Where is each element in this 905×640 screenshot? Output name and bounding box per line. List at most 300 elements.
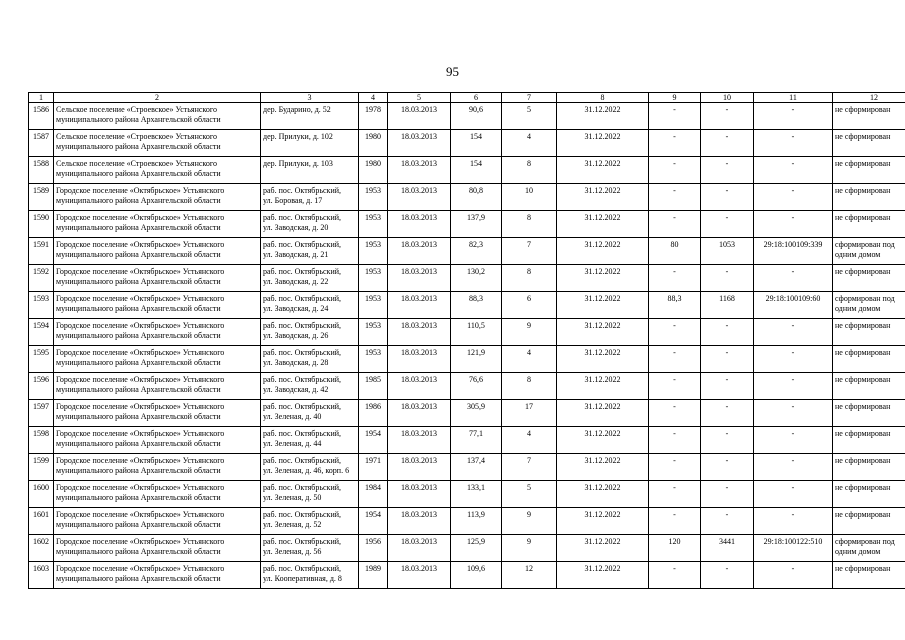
address-line-1: раб. пос. Октябрьский, <box>263 564 341 573</box>
table-body <box>29 103 905 589</box>
address-line-2: ул. Заводская, д. 21 <box>263 249 329 259</box>
land-status-line-1: не сформирован <box>835 510 891 519</box>
residents-count-line-1: 9 <box>527 510 531 519</box>
residents-count-line-1: 7 <box>527 240 531 249</box>
recognition-date <box>388 373 451 400</box>
residents-count-line-1: 12 <box>525 564 533 573</box>
land-status-line-1: не сформирован <box>835 267 891 276</box>
col-10-value-line-1: - <box>725 132 729 141</box>
col-9-value <box>649 319 701 346</box>
col-9-value <box>649 184 701 211</box>
col-9-value-line-1: - <box>673 267 676 276</box>
table-row <box>29 292 905 319</box>
address-line-1: раб. пос. Октябрьский, <box>263 348 341 357</box>
col-9-value-line-1: - <box>673 105 676 114</box>
resettlement-deadline-line-1: 31.12.2022 <box>584 456 621 465</box>
build-year-line-1: 1956 <box>365 537 381 546</box>
build-year-line-1: 1953 <box>365 213 381 222</box>
address-line-2: ул. Заводская, д. 28 <box>263 357 329 367</box>
area-line-1: 113,9 <box>467 510 485 519</box>
table-row <box>29 373 905 400</box>
land-status <box>833 319 905 346</box>
address-line-2: ул. Заводская, д. 26 <box>263 330 329 340</box>
build-year-line-1: 1953 <box>365 294 381 303</box>
settlement-name-line-1: Городское поселение «Октябрьское» Устьянского <box>56 510 225 519</box>
table-row <box>29 319 905 346</box>
recognition-date-line-1: 18.03.2013 <box>401 348 437 357</box>
row-number-line-1: 1590 <box>33 213 49 222</box>
resettlement-deadline <box>557 157 649 184</box>
row-number-line-1: 1595 <box>33 348 49 357</box>
settlement-name-line-1: Городское поселение «Октябрьское» Устьянского <box>56 537 225 546</box>
resettlement-deadline <box>557 454 649 481</box>
residents-count <box>502 508 557 535</box>
address-line-1: раб. пос. Октябрьский, <box>263 375 341 384</box>
resettlement-deadline <box>557 373 649 400</box>
resettlement-deadline-line-1: 31.12.2022 <box>584 537 621 546</box>
col-9-value-line-1: - <box>673 402 676 411</box>
address-line-1: раб. пос. Октябрьский, <box>263 294 341 303</box>
land-status-line-1: сформирован под <box>835 537 895 546</box>
resettlement-deadline-line-1: 31.12.2022 <box>584 348 621 357</box>
residents-count <box>502 184 557 211</box>
row-number <box>29 319 54 346</box>
resettlement-deadline-line-1: 31.12.2022 <box>584 483 621 492</box>
residents-count <box>502 373 557 400</box>
column-header-2: 2 <box>54 93 261 103</box>
land-status <box>833 535 905 562</box>
column-header-12: 12 <box>833 93 905 103</box>
area <box>451 508 502 535</box>
row-number <box>29 265 54 292</box>
resettlement-deadline-line-1: 31.12.2022 <box>584 321 621 330</box>
area <box>451 211 502 238</box>
land-status <box>833 427 905 454</box>
address <box>261 238 359 265</box>
col-9-value-line-1: 80 <box>670 240 679 249</box>
build-year <box>359 373 388 400</box>
build-year <box>359 184 388 211</box>
settlement-name <box>54 103 261 130</box>
recognition-date-line-1: 18.03.2013 <box>401 159 437 168</box>
settlement-name <box>54 535 261 562</box>
row-number-line-1: 1589 <box>33 186 49 195</box>
col-10-value-line-1: - <box>725 321 729 330</box>
col-10-value <box>701 265 754 292</box>
row-number-line-1: 1602 <box>33 537 49 546</box>
recognition-date <box>388 508 451 535</box>
column-header-4: 4 <box>359 93 388 103</box>
recognition-date-line-1: 18.03.2013 <box>401 375 437 384</box>
column-header-7: 7 <box>502 93 557 103</box>
settlement-name <box>54 346 261 373</box>
col-9-value <box>649 400 701 427</box>
cadastral-number-line-1: - <box>791 321 795 330</box>
settlement-name-line-2: муниципального района Архангельской области <box>56 465 221 475</box>
column-header-3: 3 <box>261 93 359 103</box>
table-row <box>29 400 905 427</box>
settlement-name-line-2: муниципального района Архангельской области <box>56 330 221 340</box>
land-status-line-1: сформирован под <box>835 240 895 249</box>
recognition-date-line-1: 18.03.2013 <box>401 321 437 330</box>
col-9-value <box>649 508 701 535</box>
recognition-date <box>388 157 451 184</box>
resettlement-deadline-line-1: 31.12.2022 <box>584 402 621 411</box>
address <box>261 481 359 508</box>
residents-count <box>502 481 557 508</box>
cadastral-number-line-1: 29:18:100109:60 <box>765 294 821 303</box>
land-status-line-2: одним домом <box>835 303 881 313</box>
col-10-value <box>701 454 754 481</box>
col-10-value-line-1: 1053 <box>719 240 735 249</box>
column-header-8: 8 <box>557 93 649 103</box>
housing-registry-table <box>28 92 905 589</box>
recognition-date-line-1: 18.03.2013 <box>401 564 437 573</box>
settlement-name <box>54 265 261 292</box>
address-line-1: раб. пос. Октябрьский, <box>263 510 341 519</box>
build-year <box>359 211 388 238</box>
settlement-name-line-2: муниципального района Архангельской области <box>56 519 221 529</box>
table-row <box>29 481 905 508</box>
build-year <box>359 508 388 535</box>
settlement-name <box>54 427 261 454</box>
col-9-value-line-1: - <box>673 564 676 573</box>
recognition-date-line-1: 18.03.2013 <box>401 402 437 411</box>
land-status-line-1: не сформирован <box>835 483 891 492</box>
col-9-value-line-1: - <box>673 375 676 384</box>
cadastral-number <box>754 265 833 292</box>
table-row <box>29 130 905 157</box>
area-line-1: 109,6 <box>467 564 485 573</box>
build-year <box>359 562 388 589</box>
residents-count-line-1: 5 <box>527 105 531 114</box>
col-9-value <box>649 454 701 481</box>
table-row <box>29 535 905 562</box>
col-10-value <box>701 373 754 400</box>
col-10-value-line-1: - <box>725 564 729 573</box>
resettlement-deadline-line-1: 31.12.2022 <box>584 186 621 195</box>
cadastral-number-line-1: - <box>791 105 795 114</box>
land-status-line-1: не сформирован <box>835 402 891 411</box>
build-year-line-1: 1989 <box>365 564 381 573</box>
col-9-value-line-1: - <box>673 456 676 465</box>
build-year <box>359 400 388 427</box>
area-line-1: 133,1 <box>467 483 485 492</box>
land-status-line-1: не сформирован <box>835 429 891 438</box>
recognition-date <box>388 481 451 508</box>
area <box>451 319 502 346</box>
residents-count-line-1: 17 <box>525 402 533 411</box>
area <box>451 265 502 292</box>
row-number <box>29 400 54 427</box>
land-status <box>833 184 905 211</box>
settlement-name <box>54 562 261 589</box>
settlement-name-line-1: Городское поселение «Октябрьское» Устьянского <box>56 186 225 195</box>
area-line-1: 76,6 <box>469 375 483 384</box>
area <box>451 481 502 508</box>
settlement-name-line-2: муниципального района Архангельской области <box>56 168 221 178</box>
cadastral-number-line-1: - <box>791 429 795 438</box>
settlement-name-line-1: Городское поселение «Октябрьское» Устьянского <box>56 483 225 492</box>
row-number <box>29 508 54 535</box>
table-row <box>29 346 905 373</box>
settlement-name-line-1: Сельское поселение «Строевское» Устьянского <box>56 132 217 141</box>
land-status-line-1: не сформирован <box>835 132 891 141</box>
settlement-name <box>54 373 261 400</box>
col-10-value <box>701 130 754 157</box>
residents-count-line-1: 8 <box>527 267 531 276</box>
address-line-1: раб. пос. Октябрьский, <box>263 402 341 411</box>
recognition-date <box>388 346 451 373</box>
col-10-value <box>701 184 754 211</box>
cadastral-number <box>754 427 833 454</box>
recognition-date-line-1: 18.03.2013 <box>401 456 437 465</box>
settlement-name <box>54 292 261 319</box>
recognition-date-line-1: 18.03.2013 <box>401 186 437 195</box>
area-line-1: 154 <box>470 132 482 141</box>
recognition-date-line-1: 18.03.2013 <box>401 483 437 492</box>
header-row <box>29 93 905 103</box>
settlement-name-line-2: муниципального района Архангельской области <box>56 249 221 259</box>
cadastral-number <box>754 157 833 184</box>
resettlement-deadline-line-1: 31.12.2022 <box>584 375 621 384</box>
row-number <box>29 292 54 319</box>
residents-count <box>502 238 557 265</box>
table-row <box>29 454 905 481</box>
resettlement-deadline <box>557 346 649 373</box>
resettlement-deadline <box>557 184 649 211</box>
settlement-name <box>54 130 261 157</box>
land-status <box>833 400 905 427</box>
area <box>451 130 502 157</box>
resettlement-deadline <box>557 319 649 346</box>
cadastral-number <box>754 184 833 211</box>
resettlement-deadline-line-1: 31.12.2022 <box>584 132 621 141</box>
table-row <box>29 103 905 130</box>
land-status <box>833 130 905 157</box>
settlement-name-line-1: Городское поселение «Октябрьское» Устьянского <box>56 294 225 303</box>
land-status <box>833 346 905 373</box>
recognition-date <box>388 427 451 454</box>
residents-count <box>502 346 557 373</box>
cadastral-number <box>754 373 833 400</box>
row-number <box>29 562 54 589</box>
cadastral-number <box>754 454 833 481</box>
recognition-date <box>388 400 451 427</box>
address-line-2: ул. Заводская, д. 24 <box>263 303 329 313</box>
land-status <box>833 454 905 481</box>
col-10-value <box>701 211 754 238</box>
settlement-name-line-2: муниципального района Архангельской области <box>56 222 221 232</box>
recognition-date <box>388 211 451 238</box>
cadastral-number-line-1: 29:18:100109:339 <box>763 240 823 249</box>
col-9-value <box>649 265 701 292</box>
land-status <box>833 238 905 265</box>
row-number-line-1: 1587 <box>33 132 49 141</box>
area <box>451 103 502 130</box>
col-9-value <box>649 292 701 319</box>
col-10-value <box>701 481 754 508</box>
col-9-value-line-1: - <box>673 348 676 357</box>
settlement-name-line-1: Городское поселение «Октябрьское» Устьянского <box>56 321 225 330</box>
address <box>261 130 359 157</box>
area <box>451 400 502 427</box>
land-status <box>833 265 905 292</box>
settlement-name-line-1: Городское поселение «Октябрьское» Устьянского <box>56 429 225 438</box>
col-9-value <box>649 130 701 157</box>
row-number <box>29 130 54 157</box>
build-year-line-1: 1980 <box>365 132 381 141</box>
build-year <box>359 535 388 562</box>
settlement-name-line-1: Городское поселение «Октябрьское» Устьянского <box>56 375 225 384</box>
address-line-2: ул. Зеленая, д. 56 <box>263 546 322 556</box>
recognition-date-line-1: 18.03.2013 <box>401 267 437 276</box>
recognition-date-line-1: 18.03.2013 <box>401 213 437 222</box>
resettlement-deadline-line-1: 31.12.2022 <box>584 429 621 438</box>
area-line-1: 137,9 <box>467 213 485 222</box>
land-status <box>833 508 905 535</box>
settlement-name-line-2: муниципального района Архангельской области <box>56 303 221 313</box>
cadastral-number-line-1: - <box>791 267 795 276</box>
build-year-line-1: 1953 <box>365 186 381 195</box>
settlement-name-line-1: Городское поселение «Октябрьское» Устьянского <box>56 267 225 276</box>
cadastral-number <box>754 130 833 157</box>
col-10-value <box>701 535 754 562</box>
build-year <box>359 265 388 292</box>
build-year-line-1: 1971 <box>365 456 381 465</box>
settlement-name-line-1: Сельское поселение «Строевское» Устьянского <box>56 159 217 168</box>
build-year <box>359 130 388 157</box>
residents-count <box>502 454 557 481</box>
cadastral-number <box>754 481 833 508</box>
build-year-line-1: 1986 <box>365 402 381 411</box>
address <box>261 211 359 238</box>
address <box>261 454 359 481</box>
land-status-line-1: не сформирован <box>835 186 891 195</box>
area <box>451 346 502 373</box>
col-9-value-line-1: - <box>673 132 676 141</box>
settlement-name <box>54 454 261 481</box>
recognition-date <box>388 454 451 481</box>
col-10-value <box>701 508 754 535</box>
settlement-name-line-2: муниципального района Архангельской области <box>56 411 221 421</box>
col-10-value-line-1: - <box>725 483 729 492</box>
column-header-6: 6 <box>451 93 502 103</box>
address <box>261 184 359 211</box>
col-9-value-line-1: - <box>673 321 676 330</box>
address-line-1: раб. пос. Октябрьский, <box>263 537 341 546</box>
address-line-1: раб. пос. Октябрьский, <box>263 186 341 195</box>
row-number-line-1: 1598 <box>33 429 49 438</box>
build-year <box>359 157 388 184</box>
address-line-2: ул. Кооперативная, д. 8 <box>263 573 342 583</box>
row-number <box>29 454 54 481</box>
col-10-value <box>701 103 754 130</box>
resettlement-deadline <box>557 400 649 427</box>
col-9-value-line-1: - <box>673 186 676 195</box>
resettlement-deadline <box>557 508 649 535</box>
area-line-1: 90,6 <box>469 105 483 114</box>
recognition-date <box>388 562 451 589</box>
residents-count <box>502 427 557 454</box>
table-row <box>29 562 905 589</box>
address <box>261 292 359 319</box>
column-header-1: 1 <box>29 93 54 103</box>
area-line-1: 80,8 <box>469 186 483 195</box>
address <box>261 562 359 589</box>
column-header-9: 9 <box>649 93 701 103</box>
address <box>261 373 359 400</box>
col-10-value-line-1: - <box>725 429 729 438</box>
cadastral-number-line-1: - <box>791 186 795 195</box>
settlement-name-line-1: Городское поселение «Октябрьское» Устьянского <box>56 348 225 357</box>
address-line-1: раб. пос. Октябрьский, <box>263 429 341 438</box>
cadastral-number <box>754 508 833 535</box>
residents-count <box>502 292 557 319</box>
address <box>261 508 359 535</box>
page-number: 95 <box>446 64 459 79</box>
resettlement-deadline <box>557 562 649 589</box>
col-10-value-line-1: - <box>725 402 729 411</box>
col-9-value <box>649 211 701 238</box>
cadastral-number <box>754 292 833 319</box>
col-9-value-line-1: - <box>673 483 676 492</box>
cadastral-number <box>754 103 833 130</box>
area <box>451 427 502 454</box>
land-status <box>833 562 905 589</box>
row-number <box>29 346 54 373</box>
cadastral-number <box>754 211 833 238</box>
address-line-2: ул. Зеленая, д. 44 <box>263 438 322 448</box>
row-number-line-1: 1601 <box>33 510 49 519</box>
cadastral-number <box>754 400 833 427</box>
land-status-line-2: одним домом <box>835 249 881 259</box>
col-9-value-line-1: - <box>673 213 676 222</box>
address-line-2: ул. Заводская, д. 22 <box>263 276 329 286</box>
col-9-value <box>649 157 701 184</box>
area <box>451 157 502 184</box>
resettlement-deadline-line-1: 31.12.2022 <box>584 294 621 303</box>
build-year <box>359 319 388 346</box>
residents-count-line-1: 4 <box>527 348 531 357</box>
row-number-line-1: 1599 <box>33 456 49 465</box>
address-line-1: раб. пос. Октябрьский, <box>263 240 341 249</box>
row-number-line-1: 1591 <box>33 240 49 249</box>
cadastral-number-line-1: - <box>791 564 795 573</box>
build-year-line-1: 1954 <box>365 510 381 519</box>
address-line-2: ул. Зеленая, д. 50 <box>263 492 322 502</box>
row-number <box>29 481 54 508</box>
cadastral-number-line-1: - <box>791 402 795 411</box>
residents-count-line-1: 8 <box>527 213 531 222</box>
cadastral-number <box>754 319 833 346</box>
recognition-date-line-1: 18.03.2013 <box>401 132 437 141</box>
col-10-value <box>701 400 754 427</box>
col-10-value <box>701 157 754 184</box>
resettlement-deadline <box>557 238 649 265</box>
residents-count-line-1: 6 <box>527 294 531 303</box>
residents-count-line-1: 5 <box>527 483 531 492</box>
cadastral-number-line-1: - <box>791 483 795 492</box>
address <box>261 346 359 373</box>
land-status-line-1: не сформирован <box>835 105 891 114</box>
area-line-1: 121,9 <box>467 348 485 357</box>
settlement-name <box>54 184 261 211</box>
resettlement-deadline <box>557 427 649 454</box>
recognition-date <box>388 130 451 157</box>
settlement-name-line-2: муниципального района Архангельской области <box>56 195 221 205</box>
settlement-name-line-2: муниципального района Архангельской области <box>56 357 221 367</box>
